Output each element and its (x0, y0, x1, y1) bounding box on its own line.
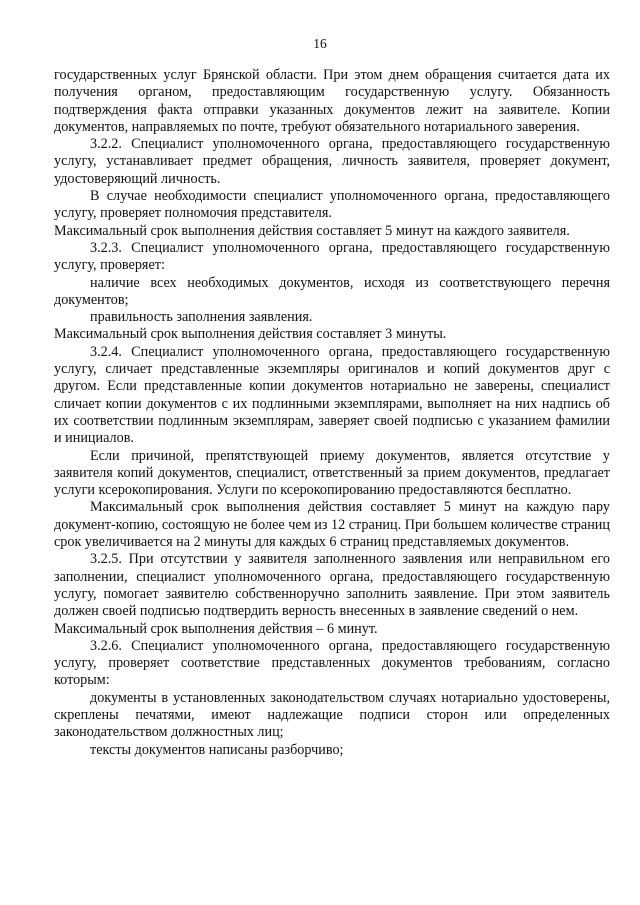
paragraph: правильность заполнения заявления. (90, 309, 313, 326)
paragraph: документы в установленных законодательством случаях нотариально удостоверены, скреплены печатями, имеют надлежащие подписи сторон или определенных законодательством должностных лиц; (54, 689, 610, 741)
paragraph: Максимальный срок выполнения действия составляет 5 минут на каждого заявителя. (54, 222, 570, 239)
page-number: 16 (313, 36, 327, 51)
paragraph: наличие всех необходимых документов, исходя из соответствующего перечня документов; (54, 274, 610, 308)
paragraph: Если причиной, препятствующей приему документов, является отсутствие у заявителя копий документов, специалист, ответственный за прием документов, предлагает услуги ксерокопирования. Услуги по ксерокопированию предоставляются бесплатно. (54, 447, 610, 499)
paragraph: 3.2.3. Специалист уполномоченного органа, предоставляющего государственную услугу, проверяет: (54, 239, 610, 274)
paragraph: Максимальный срок выполнения действия – 6 минут. (54, 620, 378, 637)
paragraph: В случае необходимости специалист уполномоченного органа, предоставляющего услугу, проверяет полномочия представителя. (54, 188, 610, 222)
paragraph: государственных услуг Брянской области. При этом днем обращения считается дата их получения органом, предоставляющим государственную услугу. Обязанность подтверждения факта отправки указанных документов лежит на заявителе. Копии документов, направляемых по почте, требуют обязательного нотариального заверения. (54, 67, 610, 135)
paragraph: 3.2.4. Специалист уполномоченного органа, предоставляющего государственную услугу, сличает представленные экземпляры оригиналов и копий документов друг с другом. Если представленные копии документов нотариально не заверены, специалист сличает копии документов с их подлинными экземплярами, выполняет на них надпись об их соответствии подлинным экземплярам, заверяет своей подписью с указанием фамилии и инициалов. (54, 343, 610, 447)
paragraph: Максимальный срок выполнения действия составляет 3 минуты. (54, 326, 447, 343)
paragraph: тексты документов написаны разборчиво; (90, 741, 344, 758)
paragraph: Максимальный срок выполнения действия составляет 5 минут на каждую пару документ-копию, состоящую не более чем из 12 страниц. При большем количестве страниц срок увеличивается на 2 минуты для каждых 6 страниц представляемых документов. (54, 499, 610, 551)
paragraph: 3.2.5. При отсутствии у заявителя заполненного заявления или неправильном его заполнении, специалист уполномоченного органа, предоставляющего государственную услугу, помогает заявителю собственноручно заполнить заявление. При этом заявитель должен своей подписью подтвердить верность внесенных в заявление сведений о нем. (54, 551, 610, 620)
paragraph: 3.2.2. Специалист уполномоченного органа, предоставляющего государственную услугу, устанавливает предмет обращения, личность заявителя, проверяет документ, удостоверяющий личность. (54, 136, 610, 187)
paragraph: 3.2.6. Специалист уполномоченного органа, предоставляющего государственную услугу, проверяет соответствие представленных документов требованиям, согласно которым: (54, 637, 610, 689)
document-body (54, 67, 610, 759)
